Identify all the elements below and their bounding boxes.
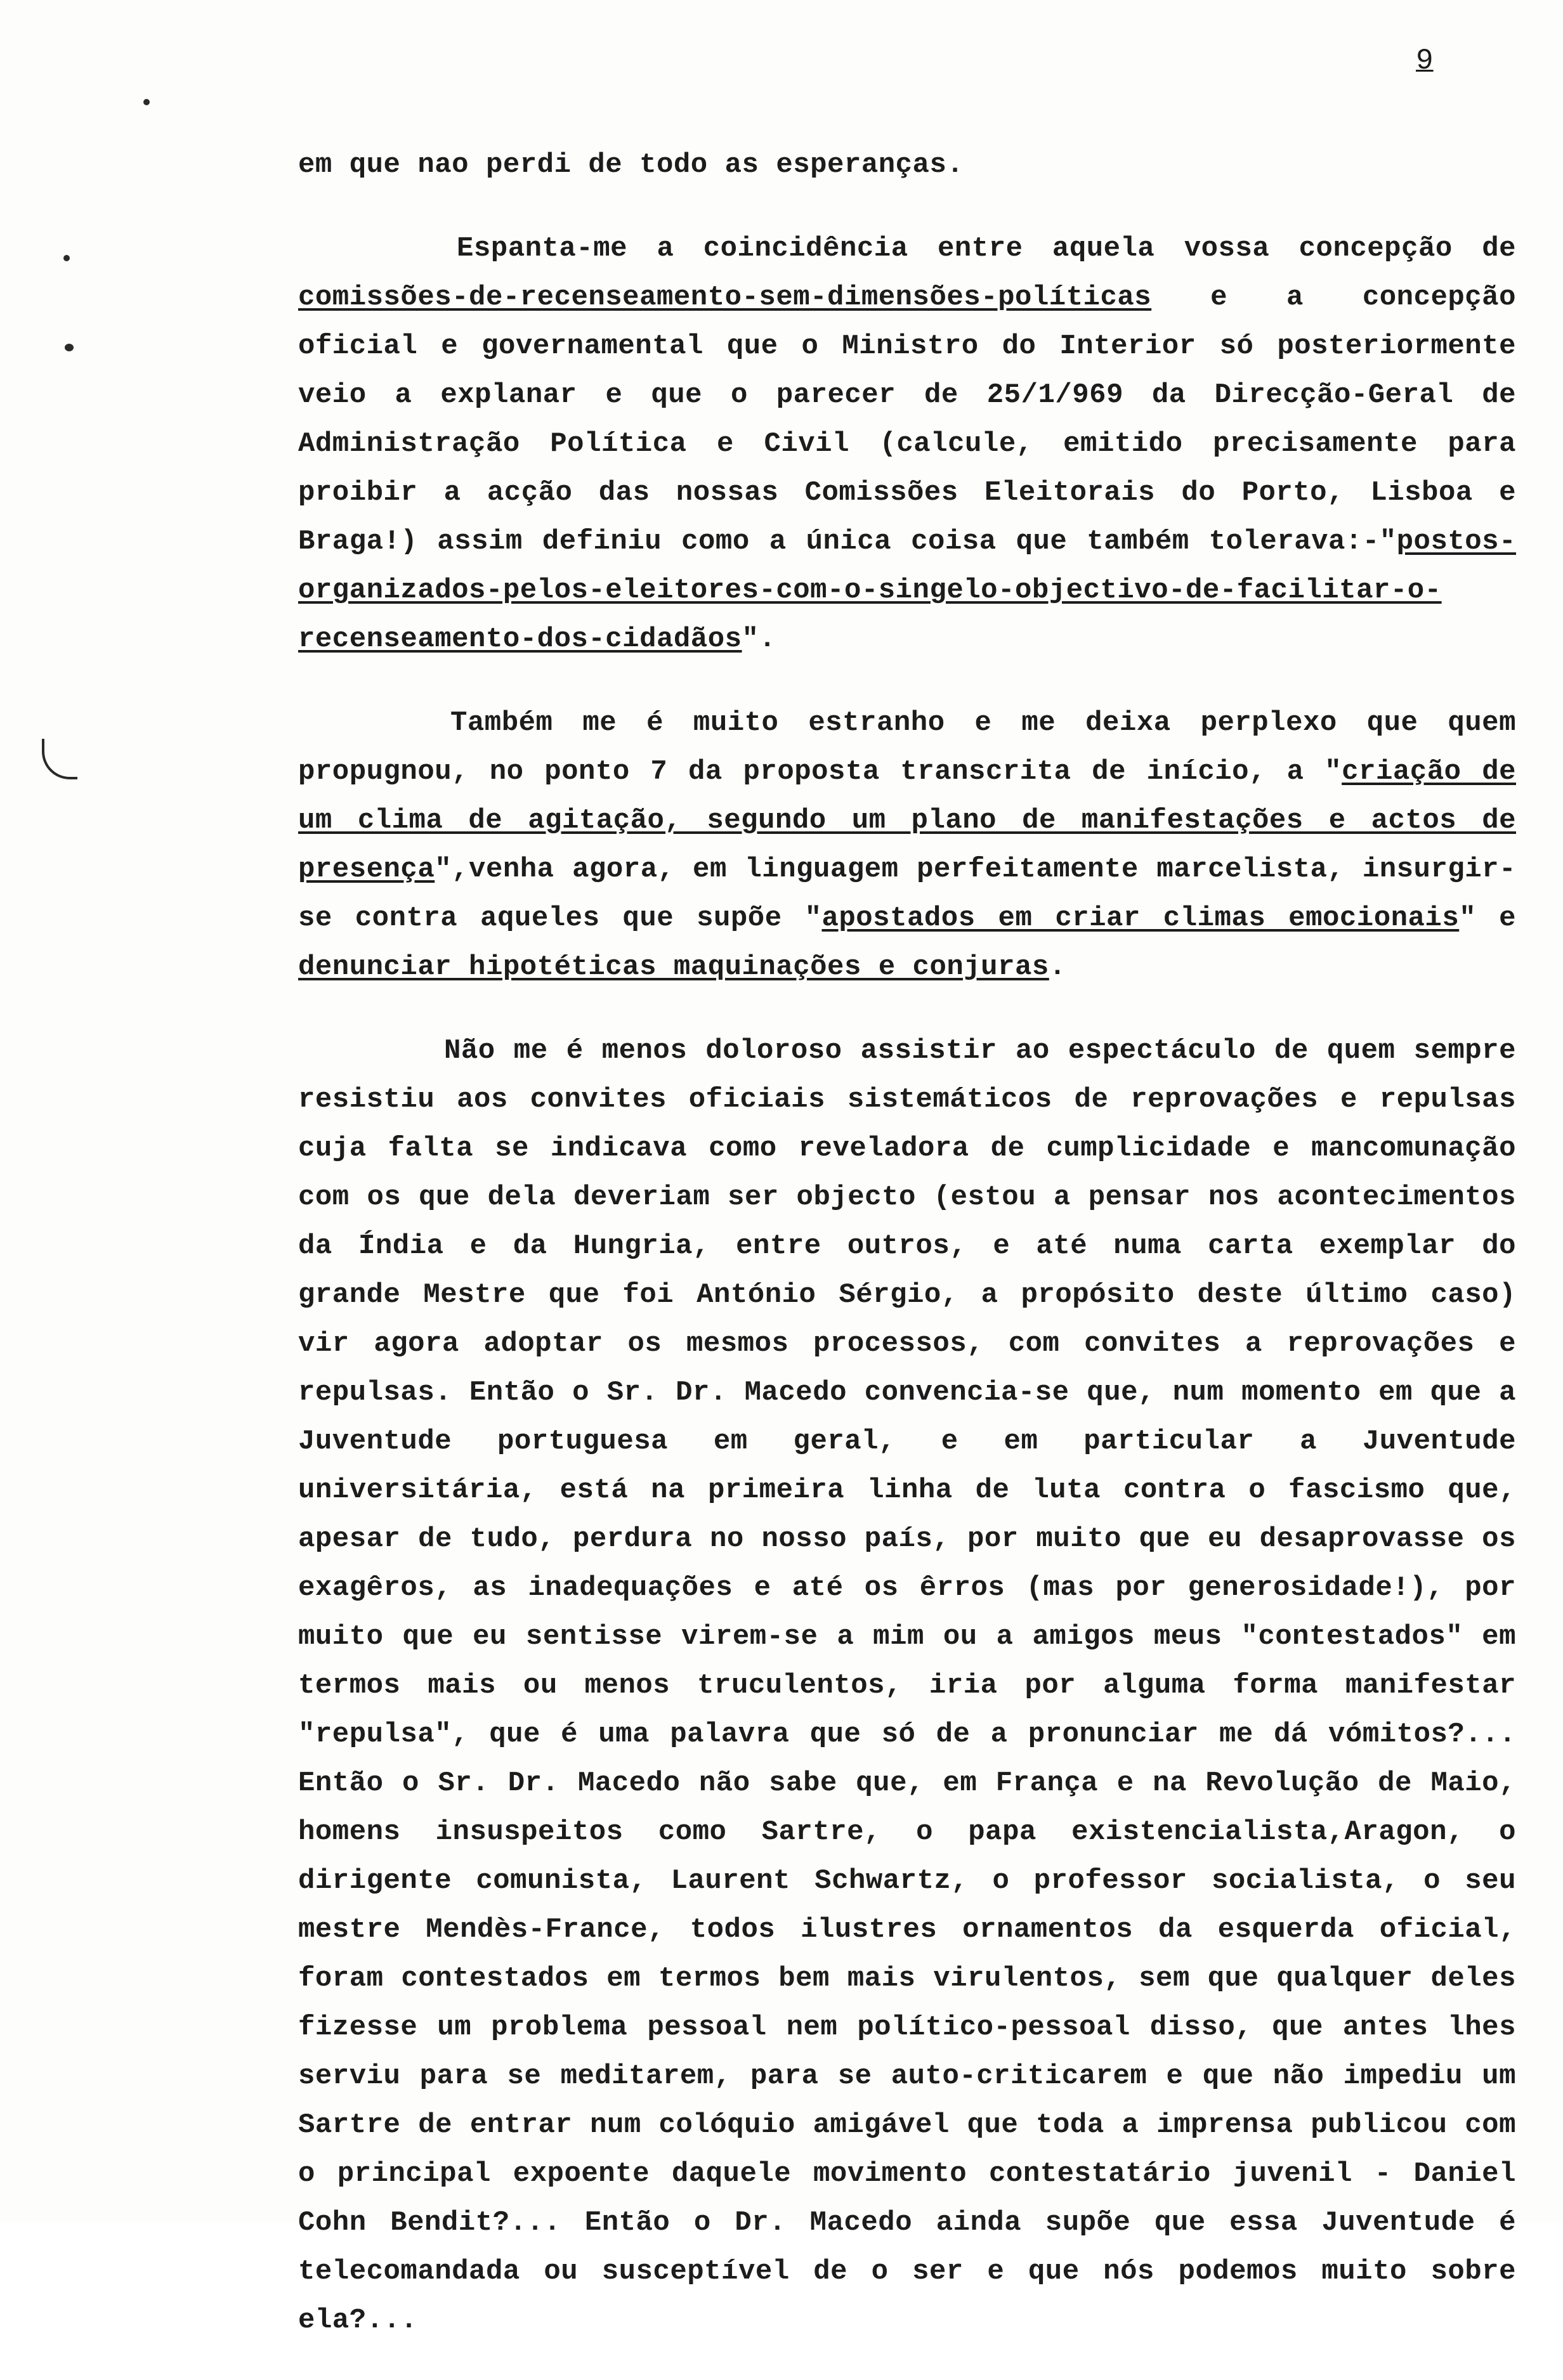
underlined-quote: criação de um clima de agitação, segundo um plano de manifestações e actos de presença [298, 756, 1516, 885]
text-segment: ". [742, 623, 776, 655]
paragraph [298, 224, 1516, 664]
underlined-quote: comissões-de-recenseamento-sem-dimensões-políticas [298, 282, 1152, 313]
text-segment: Também me é muito estranho e me deixa perplexo que quem propugnou, no ponto 7 da proposta transcrita de início, a " [298, 707, 1516, 788]
text-segment: Não me é menos doloroso assistir ao espectáculo de quem sempre resistiu aos convites oficiais sistemáticos de reprovações e repulsas cuja falta se indicava como reveladora de cumplicidade e mancomunação com os que dela deveriam ser objecto (estou a pensar nos acontecimentos da Índia e da Hungria, entre outros, e até numa carta exemplar do grande Mestre que foi António Sérgio, a propósito deste último caso) vir agora adoptar os mesmos processos, com convites a reprovações e repulsas. Então o Sr. Dr. Macedo convencia-se que, num momento em que a Juventude portuguesa em geral, e em particular a Juventude universitária, está na primeira linha de luta contra o fascismo que, apesar de tudo, perdura no nosso país, por muito que eu desaprovasse os exagêros, as inadequações e até os êrros (mas por generosidade!), por muito que eu sentisse virem-se a mim ou a amigos meus "contestados" em termos mais ou menos truculentos, iria por alguma forma manifestar "repulsa", que é uma palavra que só de a pronunciar me dá vómitos?... Então o Sr. Dr. Macedo não sabe que, em França e na Revolução de Maio, homens insuspeitos como Sartre, o papa existencialista,Aragon, o dirigente comunista, Laurent Schwartz, o professor socialista, o seu mestre Mendès-France, todos ilustres ornamentos da esquerda oficial, foram contestados em termos bem mais virulentos, sem que qualquer deles fizesse um problema pessoal nem político-pessoal disso, que antes lhes serviu para se meditarem, para se auto-criticarem e que não impediu um Sartre de entrar num colóquio amigável que toda a imprensa publicou com o principal expoente daquele movimento contestatário juvenil - Daniel Cohn Bendit?... Então o Dr. Macedo ainda supõe que essa Juventude é telecomandada ou susceptível de o ser e que nós podemos muito sobre ela?... [298, 1035, 1516, 2336]
scan-dot [143, 99, 150, 105]
paragraph [298, 141, 1516, 190]
handwritten-bracket-mark [42, 739, 77, 779]
letter-body [298, 141, 1516, 2380]
text-segment: . [1049, 951, 1066, 983]
underlined-quote: denunciar hipotéticas maquinações e conjuras [298, 951, 1049, 983]
page-number: 9 [1416, 44, 1434, 77]
text-segment: ",venha agora, em linguagem perfeitamente marcelista, insurgir-se contra aqueles que supõe " [298, 854, 1516, 934]
text-segment: Espanta-me a coincidência entre aquela vossa concepção de [457, 233, 1516, 264]
underlined-quote: apostados em criar climas emocionais [821, 902, 1460, 934]
paragraph [298, 699, 1516, 992]
text-segment: e a concepção oficial e governamental que o Ministro do Interior só posteriormente veio a explanar e que o parecer de 25/1/969 da Direcção-Geral de Administração Política e Civil (calcule, emitido precisamente para proibir a acção das nossas Comissões Eleitorais do Porto, Lisboa e Braga!) assim definiu como a única coisa que também tolerava:-" [298, 282, 1516, 557]
scan-dot [65, 344, 74, 351]
scan-dot [63, 255, 70, 261]
underlined-quote: postos-organizados-pelos-eleitores-com-o-singelo-objectivo-de-facilitar-o-recenseamento-dos-cidadãos [298, 526, 1516, 655]
text-segment: " e [1459, 902, 1516, 934]
paragraph [298, 1027, 1516, 2345]
text-segment: em que nao perdi de todo as esperanças. [298, 149, 964, 181]
